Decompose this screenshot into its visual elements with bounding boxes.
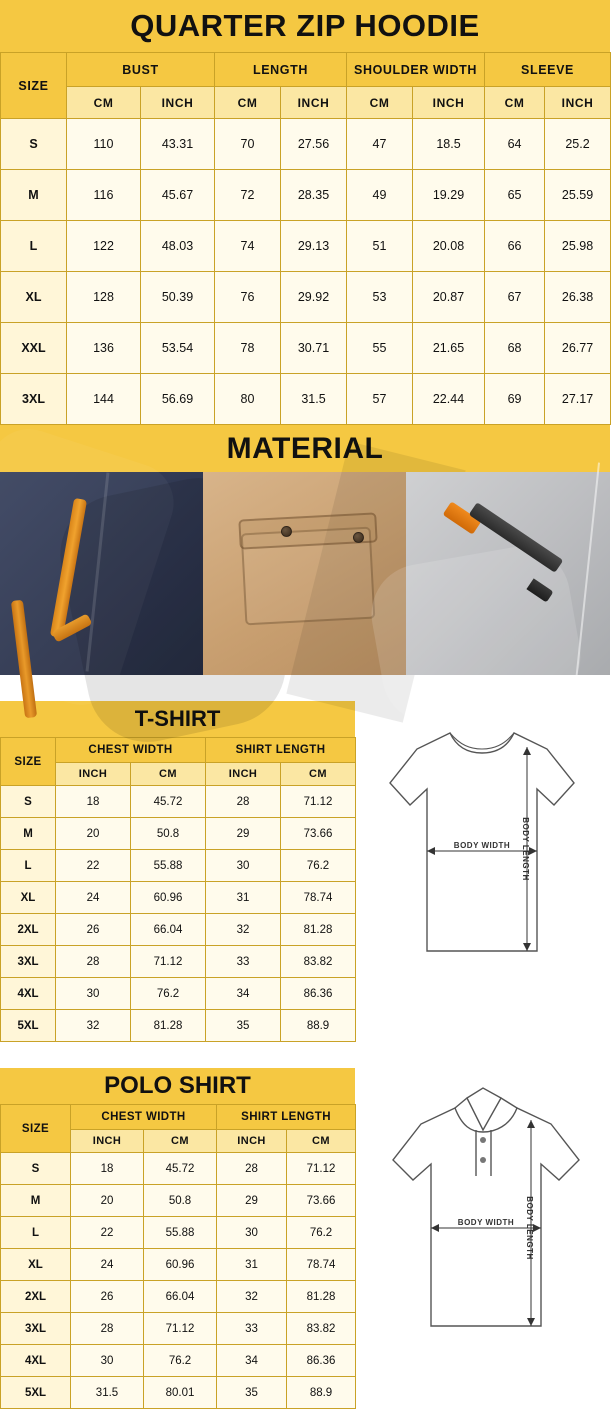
cell: 31.5 [281,374,347,425]
cell: 76.2 [281,850,356,882]
cell: 68 [485,323,545,374]
tshirt-size-s: S [1,786,56,818]
table-row [1,1345,356,1377]
cell: 55.88 [131,850,206,882]
hoodie-sub-bust-cm: CM [67,87,141,119]
table-row [1,850,356,882]
cell: 81.28 [281,914,356,946]
polo-sub-length-inch: INCH [217,1130,287,1153]
tshirt-body-width-label: BODY WIDTH [453,841,511,850]
grey-fleece-pen-photo [406,472,610,675]
polo-section [0,1068,610,1409]
cell: 70 [215,119,281,170]
cell: 34 [206,978,281,1010]
cell: 35 [206,1010,281,1042]
table-row [1,1185,356,1217]
tshirt-diagram-icon [355,701,610,1021]
cell: 33 [206,946,281,978]
cell: 24 [56,882,131,914]
cell: 21.65 [413,323,485,374]
cell: 20.87 [413,272,485,323]
cell: 76.2 [131,978,206,1010]
cell: 71.12 [144,1313,217,1345]
cell: 71.12 [281,786,356,818]
cell: 49 [347,170,413,221]
cell: 86.36 [281,978,356,1010]
tshirt-header-size: SIZE [1,738,56,786]
polo-size-5xl: 5XL [1,1377,71,1409]
cell: 128 [67,272,141,323]
cell: 45.67 [141,170,215,221]
cell: 57 [347,374,413,425]
cell: 22 [71,1217,144,1249]
cell: 56.69 [141,374,215,425]
cell: 25.2 [545,119,611,170]
cell: 76 [215,272,281,323]
hoodie-header-row [1,53,611,87]
hoodie-sub-shoulder-cm: CM [347,87,413,119]
hoodie-sub-shoulder-inch: INCH [413,87,485,119]
cell: 28 [217,1153,287,1185]
hoodie-header-size: SIZE [1,53,67,119]
cell: 67 [485,272,545,323]
cell: 31 [217,1249,287,1281]
cell: 29 [206,818,281,850]
table-row [1,914,356,946]
cell: 32 [56,1010,131,1042]
cell: 45.72 [144,1153,217,1185]
table-row [1,882,356,914]
cell: 144 [67,374,141,425]
cell: 71.12 [287,1153,356,1185]
cell: 53 [347,272,413,323]
cell: 32 [217,1281,287,1313]
cell: 30.71 [281,323,347,374]
tshirt-header-shirt-length: SHIRT LENGTH [206,738,356,763]
cell: 19.29 [413,170,485,221]
cell: 60.96 [131,882,206,914]
cell: 26 [56,914,131,946]
polo-diagram-icon [355,1068,610,1368]
cell: 76.2 [144,1345,217,1377]
table-row [1,1010,356,1042]
table-row [1,119,611,170]
cell: 45.72 [131,786,206,818]
hoodie-size-m: M [1,170,67,221]
cell: 88.9 [281,1010,356,1042]
cell: 81.28 [131,1010,206,1042]
hoodie-size-s: S [1,119,67,170]
hoodie-size-xl: XL [1,272,67,323]
cell: 28.35 [281,170,347,221]
hoodie-size-l: L [1,221,67,272]
cell: 83.82 [281,946,356,978]
hoodie-size-table [0,52,611,425]
hoodie-section [0,0,610,425]
cell: 53.54 [141,323,215,374]
cell: 50.8 [144,1185,217,1217]
tshirt-figure [355,701,610,1042]
cell: 50.39 [141,272,215,323]
table-row [1,1217,356,1249]
tshirt-header-row [1,738,356,763]
table-row [1,978,356,1010]
cell: 25.98 [545,221,611,272]
tshirt-size-3xl: 3XL [1,946,56,978]
material-photo-strip [0,472,610,675]
table-row [1,272,611,323]
cell: 20.08 [413,221,485,272]
cell: 65 [485,170,545,221]
cell: 30 [206,850,281,882]
tshirt-sub-chest-cm: CM [131,763,206,786]
polo-body-width-label: BODY WIDTH [457,1218,515,1227]
polo-size-s: S [1,1153,71,1185]
polo-size-m: M [1,1185,71,1217]
hoodie-sub-length-cm: CM [215,87,281,119]
polo-size-3xl: 3XL [1,1313,71,1345]
cell: 28 [71,1313,144,1345]
cell: 55 [347,323,413,374]
tshirt-title: T-SHIRT [0,701,355,737]
tshirt-size-xl: XL [1,882,56,914]
cell: 110 [67,119,141,170]
cell: 26.38 [545,272,611,323]
navy-hoodie-drawstring-photo [0,472,203,675]
cell: 22.44 [413,374,485,425]
polo-header-chest-width: CHEST WIDTH [71,1105,217,1130]
cell: 51 [347,221,413,272]
cell: 86.36 [287,1345,356,1377]
hoodie-size-xxl: XXL [1,323,67,374]
table-row [1,323,611,374]
cell: 31.5 [71,1377,144,1409]
table-row [1,818,356,850]
polo-table-wrap [0,1068,355,1409]
cell: 24 [71,1249,144,1281]
cell: 69 [485,374,545,425]
cell: 76.2 [287,1217,356,1249]
tshirt-body-length-label: BODY LENGTH [521,817,530,881]
cell: 74 [215,221,281,272]
polo-size-4xl: 4XL [1,1345,71,1377]
polo-size-xl: XL [1,1249,71,1281]
cell: 73.66 [287,1185,356,1217]
hoodie-sub-length-inch: INCH [281,87,347,119]
table-row [1,170,611,221]
cell: 20 [56,818,131,850]
cell: 66.04 [131,914,206,946]
polo-size-l: L [1,1217,71,1249]
cell: 66 [485,221,545,272]
cell: 18 [56,786,131,818]
cell: 28 [56,946,131,978]
polo-sub-chest-cm: CM [144,1130,217,1153]
cell: 78 [215,323,281,374]
polo-sub-chest-inch: INCH [71,1130,144,1153]
cell: 81.28 [287,1281,356,1313]
cell: 80.01 [144,1377,217,1409]
tshirt-header-chest-width: CHEST WIDTH [56,738,206,763]
hoodie-sub-bust-inch: INCH [141,87,215,119]
cell: 18.5 [413,119,485,170]
cell: 122 [67,221,141,272]
table-row [1,786,356,818]
tshirt-size-4xl: 4XL [1,978,56,1010]
material-title: MATERIAL [0,425,610,472]
cell: 26.77 [545,323,611,374]
cell: 20 [71,1185,144,1217]
cell: 18 [71,1153,144,1185]
polo-header-shirt-length: SHIRT LENGTH [217,1105,356,1130]
cell: 22 [56,850,131,882]
cell: 88.9 [287,1377,356,1409]
table-row [1,946,356,978]
cell: 73.66 [281,818,356,850]
tshirt-sub-length-inch: INCH [206,763,281,786]
table-row [1,1313,356,1345]
cell: 43.31 [141,119,215,170]
cell: 34 [217,1345,287,1377]
hoodie-header-length: LENGTH [215,53,347,87]
cell: 116 [67,170,141,221]
hoodie-size-3xl: 3XL [1,374,67,425]
cell: 30 [56,978,131,1010]
cell: 27.56 [281,119,347,170]
hoodie-sub-sleeve-cm: CM [485,87,545,119]
material-section [0,425,610,675]
polo-sub-length-cm: CM [287,1130,356,1153]
tshirt-table-wrap [0,701,355,1042]
tshirt-size-5xl: 5XL [1,1010,56,1042]
tshirt-size-m: M [1,818,56,850]
cell: 32 [206,914,281,946]
polo-body-length-label: BODY LENGTH [525,1196,534,1260]
cell: 31 [206,882,281,914]
tshirt-sub-length-cm: CM [281,763,356,786]
cell: 136 [67,323,141,374]
cell: 25.59 [545,170,611,221]
hoodie-header-sleeve: SLEEVE [485,53,611,87]
tshirt-section [0,701,610,1042]
tshirt-sub-chest-inch: INCH [56,763,131,786]
table-row [1,1377,356,1409]
cell: 29.13 [281,221,347,272]
cell: 66.04 [144,1281,217,1313]
cell: 55.88 [144,1217,217,1249]
cell: 29.92 [281,272,347,323]
table-row [1,221,611,272]
cell: 64 [485,119,545,170]
hoodie-header-bust: BUST [67,53,215,87]
cell: 78.74 [281,882,356,914]
hoodie-title: QUARTER ZIP HOODIE [0,0,610,52]
cell: 48.03 [141,221,215,272]
cell: 72 [215,170,281,221]
tshirt-size-l: L [1,850,56,882]
tshirt-size-2xl: 2XL [1,914,56,946]
cell: 26 [71,1281,144,1313]
cell: 35 [217,1377,287,1409]
polo-header-row [1,1105,356,1130]
polo-size-table [0,1104,356,1409]
cell: 28 [206,786,281,818]
polo-size-2xl: 2XL [1,1281,71,1313]
table-row [1,1249,356,1281]
polo-title: POLO SHIRT [0,1068,355,1104]
polo-figure [355,1068,610,1409]
cell: 33 [217,1313,287,1345]
hoodie-sub-sleeve-inch: INCH [545,87,611,119]
cell: 60.96 [144,1249,217,1281]
cell: 30 [217,1217,287,1249]
cell: 50.8 [131,818,206,850]
table-row [1,374,611,425]
cell: 27.17 [545,374,611,425]
tshirt-size-table [0,737,356,1042]
cell: 78.74 [287,1249,356,1281]
cell: 29 [217,1185,287,1217]
cell: 83.82 [287,1313,356,1345]
polo-header-size: SIZE [1,1105,71,1153]
section-spacer-2 [0,1042,610,1068]
table-row [1,1281,356,1313]
hoodie-header-shoulder-width: SHOULDER WIDTH [347,53,485,87]
cell: 47 [347,119,413,170]
cell: 30 [71,1345,144,1377]
cell: 71.12 [131,946,206,978]
table-row [1,1153,356,1185]
cell: 80 [215,374,281,425]
hoodie-subheader-row [1,87,611,119]
